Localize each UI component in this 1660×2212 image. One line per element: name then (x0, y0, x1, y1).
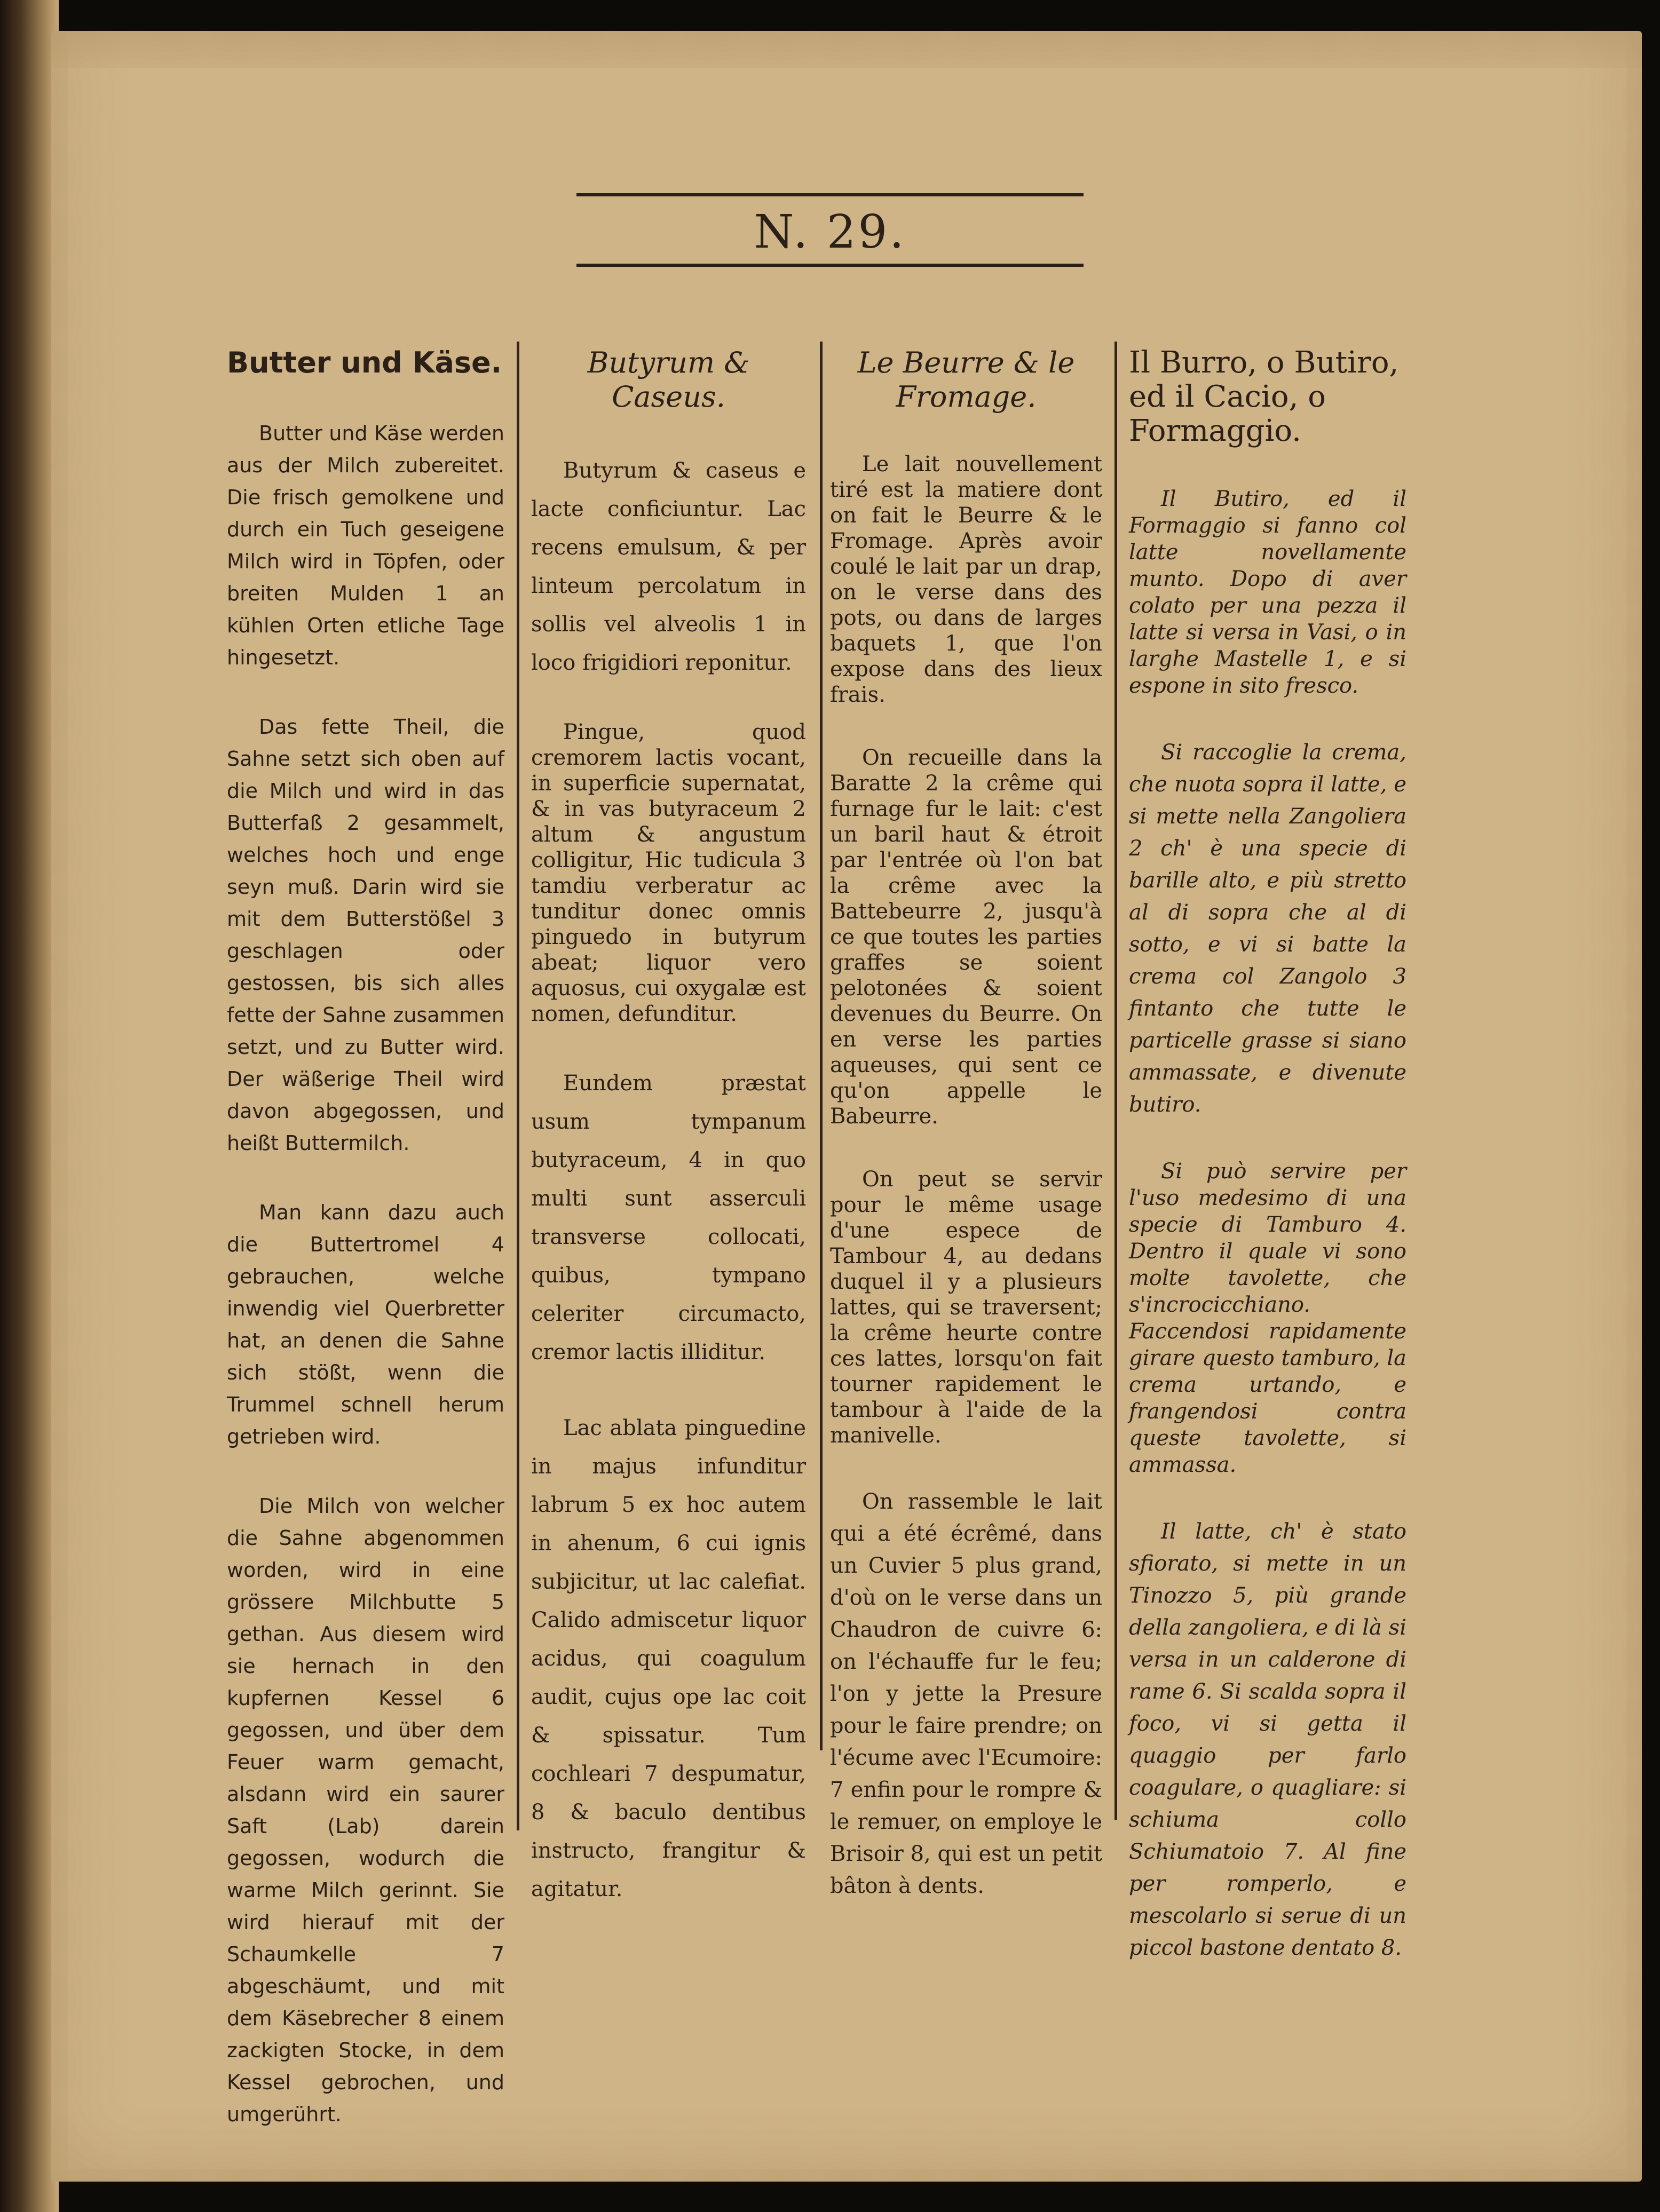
german-paragraph: Butter und Käse werden aus der Milch zubereitet. Die frisch gemolkene und durch ein Tuch geseigene Milch wird in Töpfen, oder breiten Mulden 1 an kühlen Orten etliche Tage hingesetzt. (227, 422, 504, 669)
german-paragraph: Man kann dazu auch die Buttertromel 4 gebrauchen, welche inwendig viel Querbretter hat, an denen die Sahne sich stößt, wenn die Trummel schnell herum getrieben wird. (227, 1201, 504, 1448)
french-paragraph: Le lait nouvellement tiré est la matiere dont on fait le Beurre & le Fromage. Après avoir coulé le lait par un drap, on le verse dans des pots, ou dans de larges baquets 1, que l'on expose dans des lieux frais. (830, 452, 1102, 707)
german-column (227, 342, 504, 2168)
latin-title: Butyrum & Caseus. (587, 346, 750, 414)
header-rule-top (576, 193, 1084, 196)
french-title: Le Beurre & le Fromage. (857, 346, 1075, 414)
italian-paragraph: Si raccoglie la crema, che nuota sopra il latte, e si mette nella Zangoliera 2 ch' è una specie di barille alto, e più stretto al di sopra che al di sotto, e vi si batte la crema col Zangolo 3 fintanto che tutte le particelle grasse si siano ammassate, e divenute butiro. (1129, 740, 1406, 1117)
french-paragraph: On rassemble le lait qui a été écrêmé, dans un Cuvier 5 plus grand, d'où on le verse dans un Chaudron de cuivre 6: on l'échauffe fur le feu; l'on y jette la Presure pour le faire prendre; on l'écume avec l'Ecumoire: 7 enfin pour le rompre & le remuer, on employe le Brisoir 8, qui est un petit bâton à dents. (830, 1489, 1102, 1898)
german-title: Butter und Käse. (227, 346, 502, 379)
column-divider (1114, 342, 1117, 1820)
french-column (830, 342, 1102, 1939)
latin-paragraph: Lac ablata pinguedine in majus infunditur labrum 5 ex hoc autem in ahenum, 6 cui ignis subjicitur, ut lac calefiat. Calido admiscetur liquor acidus, qui coagulum audit, cujus ope lac coit & spissatur. Tum cochleari 7 despumatur, 8 & baculo dentibus instructo, frangitur & agitatur. (531, 1416, 806, 1901)
page-number-heading: N. 29. (754, 205, 906, 259)
latin-paragraph: Butyrum & caseus e lacte conficiuntur. Lac recens emulsum, & per linteum percolatum in sollis vel alveolis 1 in loco frigidiori reponitur. (531, 458, 806, 675)
french-paragraph: On recueille dans la Baratte 2 la crême qui furnage fur le lait: c'est un baril haut & étroit par l'entrée où l'on bat la crême avec la Battebeurre 2, jusqu'à ce que toutes les parties graffes se soient pelotonées & soient devenues du Beurre. On en verse les parties aqueuses, qui sent ce qu'on appelle le Babeurre. (830, 746, 1102, 1129)
latin-paragraph: Eundem præstat usum tympanum butyraceum, 4 in quo multi sunt asserculi transverse collocati, quibus, tympano celeriter circumacto, cremor lactis illiditur. (531, 1071, 806, 1365)
italian-title: Il Burro, o Butiro, ed il Cacio, o Formaggio. (1129, 345, 1399, 448)
column-divider (820, 342, 823, 1750)
italian-paragraph: Si può servire per l'uso medesimo di una specie di Tamburo 4. Dentro il quale vi sono molte tavolette, che s'incrocicchiano. Faccendosi rapidamente girare questo tamburo, la crema urtando, e frangendosi contra queste tavolette, si ammassa. (1129, 1159, 1406, 1477)
book-spine (0, 0, 59, 2212)
column-divider (517, 342, 519, 1830)
german-paragraph: Die Milch von welcher die Sahne abgenommen worden, wird in eine grössere Milchbutte 5 gethan. Aus diesem wird sie hernach in den kupfernen Kessel 6 gegossen, und über dem Feuer warm gemacht, alsdann wird ein saurer Saft (Lab) darein gegossen, wodurch die warme Milch gerinnt. Sie wird hierauf mit der Schaumkelle 7 abgeschäumt, und mit dem Käsebrecher 8 einem zackigten Stocke, in dem Kessel gebrochen, und umgerührt. (227, 1494, 504, 2126)
french-paragraph: On peut se servir pour le même usage d'une espece de Tambour 4, au dedans duquel il y a plusieurs lattes, qui se traversent; la crême heurte contre ces lattes, lorsqu'on fait tourner rapidement le tambour à l'aide de la manivelle. (830, 1167, 1102, 1448)
latin-column (531, 342, 806, 1946)
italian-column (1129, 342, 1406, 2001)
italian-paragraph: Il Butiro, ed il Formaggio si fanno col latte novellamente munto. Dopo di aver colato per una pezza il latte si versa in Vasi, o in larghe Mastelle 1, e si espone in sito fresco. (1129, 487, 1406, 698)
latin-paragraph: Pingue, quod cremorem lactis vocant, in superficie supernatat, & in vas butyraceum 2 altum & angustum colligitur, Hic tudicula 3 tamdiu verberatur ac tunditur donec omnis pinguedo in butyrum abeat; liquor vero aquosus, cui oxygalæ est nomen, defunditur. (531, 720, 806, 1026)
italian-paragraph: Il latte, ch' è stato sfiorato, si mette in un Tinozzo 5, più grande della zangoliera, e di là si versa in un calderone di rame 6. Si scalda sopra il foco, vi si getta il quaggio per farlo coagulare, o quagliare: si schiuma collo Schiumatoio 7. Al fine per romperlo, e mescolarlo si serue di un piccol bastone dentato 8. (1129, 1519, 1406, 1960)
header-rule-bottom (576, 264, 1084, 267)
german-paragraph: Das fette Theil, die Sahne setzt sich oben auf die Milch und wird in das Butterfaß 2 gesammelt, welches hoch und enge seyn muß. Darin wird sie mit dem Butterstößel 3 geschlagen oder gestossen, bis sich alles fette der Sahne zusammen setzt, und zu Butter wird. Der wäßerige Theil wird davon abgegossen, und heißt Buttermilch. (227, 715, 504, 1155)
